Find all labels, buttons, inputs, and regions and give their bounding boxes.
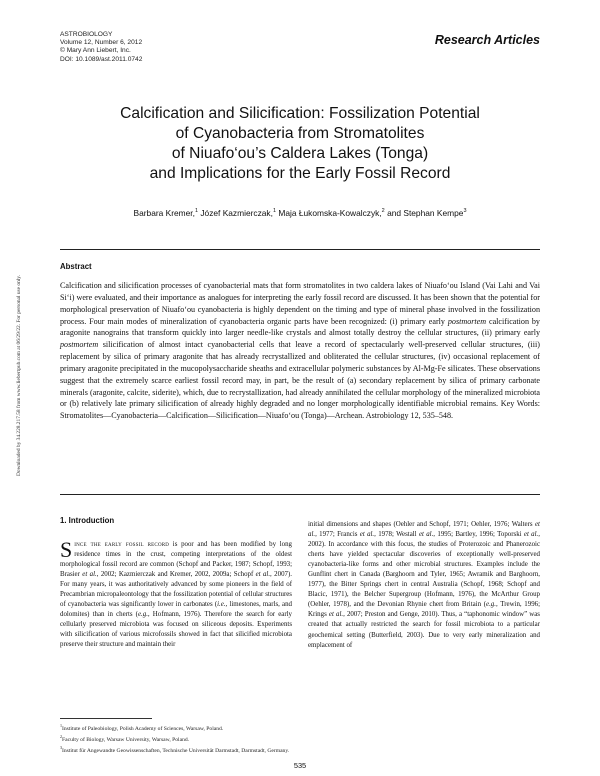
introduction-right-column — [308, 520, 540, 651]
footnote-text: Institut für Angewandte Geowissenschaften, Technische Universität Darmstadt, Darmstadt, Germany. — [62, 747, 290, 754]
abstract-text: calcification by aragonite nanograins that transform quickly into larger needle-like crystals and almost totally destroy the cellular structures, (ii) primary early — [60, 316, 540, 338]
abstract-body — [60, 280, 540, 422]
body-text: 1978; Westall — [378, 531, 417, 539]
page-number: 535 — [293, 761, 307, 770]
footnote — [60, 744, 289, 755]
title-line: and Implications for the Early Fossil Record — [149, 165, 451, 182]
body-text: 2007). For many years, it was authoritatively advanced by some pioneers in the field of Precambrian micropaleontology that the fossilization potential of cellular structures of cyanobacteria was significantly lower in carbonates ( — [60, 571, 292, 609]
abstract-text: Calcification and silicification processes of cyanobacterial mats that form stromatolites in two caldera lakes of Niuafo‘ou Island (Vai Lahi and Vai Si‘i) were evaluated, and their importance as analogues for interpreting the early fossil record are discussed. It has been shown that the potential for morphological preservation of Niuafo‘ou cyanobacteria is highly dependent on the timing and type of mineral phase involved in the fossilization process. Four main modes of mineralization of cyanobacteria organic parts have been recognized: (i) primary early — [60, 281, 540, 326]
author-list — [60, 208, 540, 218]
body-text: initial dimensions and shapes (Oehler and Schopf, 1971; Oehler, 1976; Walters — [308, 521, 533, 528]
author-affiliation-mark: 1 — [272, 208, 277, 215]
footnote-mark: 2 — [60, 733, 62, 739]
et-al: et al., — [308, 521, 540, 539]
download-watermark: Downloaded by 34.228.217.58 from www.liebertpub.com at 06/29/22. For personal use only. — [16, 275, 22, 476]
body-text: Hofmann, 1976). Therefore the search for early cellularly preserved microbiota was focused on siliceous deposits. Experiments with silicification of various microfossils showed in fact that silicified microbiota preserve their structure and maintain their — [60, 611, 292, 649]
title-line: of Niuafo‘ou’s Caldera Lakes (Tonga) — [171, 145, 429, 162]
author-name: and Stephan Kempe — [387, 208, 464, 218]
body-text: 2002; Kazmierczak and Kremer, 2002, 2009a; Schopf — [100, 571, 254, 579]
author-name: Józef Kazmierczak, — [200, 208, 273, 218]
journal-volume: Volume 12, Number 6, 2012 — [60, 39, 143, 47]
et-al: et al., — [418, 531, 436, 539]
introduction-left-column — [60, 537, 292, 651]
introduction-paragraph — [60, 537, 292, 651]
et-al: et al., — [328, 611, 345, 619]
abbrev: i.e., — [217, 601, 228, 609]
abbrev: e.g., — [137, 611, 150, 619]
et-al: et al., — [523, 531, 540, 539]
footnote-mark: 1 — [60, 723, 62, 728]
lead-in: ince the early fossil record — [74, 541, 170, 548]
et-al: et al., — [82, 571, 99, 579]
footnote — [60, 722, 289, 733]
title-line: of Cyanobacteria from Stromatolites — [175, 125, 425, 142]
article-title — [70, 104, 530, 184]
author-affiliation-mark: 1 — [194, 208, 199, 215]
journal-meta — [60, 31, 142, 64]
body-text: is poor and has been modified by long residence times in the crust, competing interpretations of the oldest morphological fossil record are common (Schopf and Packer, 1987; Schopf, 1993; Brasier — [60, 541, 292, 579]
author-name: Maja Łukomska-Kowalczyk, — [278, 208, 382, 218]
introduction-paragraph — [308, 520, 540, 651]
footnote — [60, 733, 289, 744]
body-text: 1995; Bartley, 1996; Toporski — [437, 531, 522, 539]
abstract-top-rule — [60, 249, 540, 250]
body-text: Trewin, 1996; Krings — [308, 601, 540, 619]
abstract-heading: Abstract — [60, 262, 92, 271]
footnote-rule — [60, 718, 152, 719]
title-line: Calcification and Silicification: Fossilization Potential — [120, 105, 480, 122]
journal-doi[interactable]: DOI: 10.1089/ast.2011.0742 — [60, 55, 143, 63]
journal-name: ASTROBIOLOGY — [60, 31, 113, 38]
abstract-bottom-rule — [60, 494, 540, 495]
drop-cap: S — [60, 537, 73, 562]
body-text: 2002). In accordance with this focus, the studies of Proterozoic and Phanerozoic cherts have yielded spectacular discoveries of exceptionally well-preserved cyanobacteria-like forms and other microbial structures. Examples include the Gunflint chert in Canada (Barghoorn and Tyler, 1965; Awramik and Barghoorn, 1977), the Bitter Springs chert in central Australia (Schopf, 1968; Schopf and Blacic, 1971), the Belcher Supergroup (Hofmann, 1976), the McArthur Group (Oehler, 1978), and the Devonian Rhynie chert from Britain ( — [308, 541, 540, 609]
footnote-text: Institute of Paleobiology, Polish Academy of Sciences, Warsaw, Poland. — [62, 725, 224, 732]
footnote-mark: 3 — [60, 744, 62, 750]
body-text: 2007; Preston and Genge, 2010). Thus, a “taphonomic window” was created that actually restricted the search for fossil microbiota to a particular geochemical setting (Butterfield, 2003). Due to very early mineralization and emplacement of — [308, 611, 540, 649]
author-name: Barbara Kremer, — [133, 208, 195, 218]
abstract-emphasis: postmortem — [447, 316, 487, 326]
footnote-text: Faculty of Biology, Warsaw University, Warsaw, Poland. — [62, 736, 190, 743]
affiliation-footnotes — [60, 722, 289, 755]
body-text: 1977; Francis — [319, 531, 358, 539]
author-affiliation-mark: 2 — [381, 208, 385, 215]
et-al: et al., — [359, 531, 376, 539]
body-text: limestones, marls, and dolomites) than in cherts ( — [60, 601, 292, 619]
abstract-emphasis: postmortem — [60, 340, 99, 350]
journal-copyright: © Mary Ann Liebert, Inc. — [60, 47, 131, 55]
section-label: Research Articles — [434, 33, 540, 47]
et-al: et al., — [255, 571, 272, 579]
abstract-text: silicification of almost intact cyanobacterial cells that leave a record of spectacularly well-preserved cellular structures, (iii) replacement by silica of primary aragonite that has already recrystallized and obliterated the cellular structures, (iv) occasional replacement of primary aragonite precipitated in the mucopolysaccharide sheaths and extracellular polymeric substances by Al-Mg-Fe silicates. These observations suggest that the extremely scarce earliest fossil record may, in part, be the result of (a) secondary replacement by silica of primary carbonate minerals (aragonite, calcite, siderite), which, due to recrystallization, had already annihilated the cellular morphology of the mineralized microbiota or (b) relatively late primary silicification of already highly degraded and no longer morphologically identifiable microbial remains. Key Words: Stromatolites—Cyanobacteria—Calcification—Silicification—Niuafo‘ou (Tonga)—Archean. Astrobiology 12, 535–548. — [60, 340, 540, 421]
author-affiliation-mark: 3 — [463, 208, 467, 215]
introduction-heading: 1. Introduction — [60, 516, 115, 525]
abbrev: e.g., — [486, 601, 498, 609]
